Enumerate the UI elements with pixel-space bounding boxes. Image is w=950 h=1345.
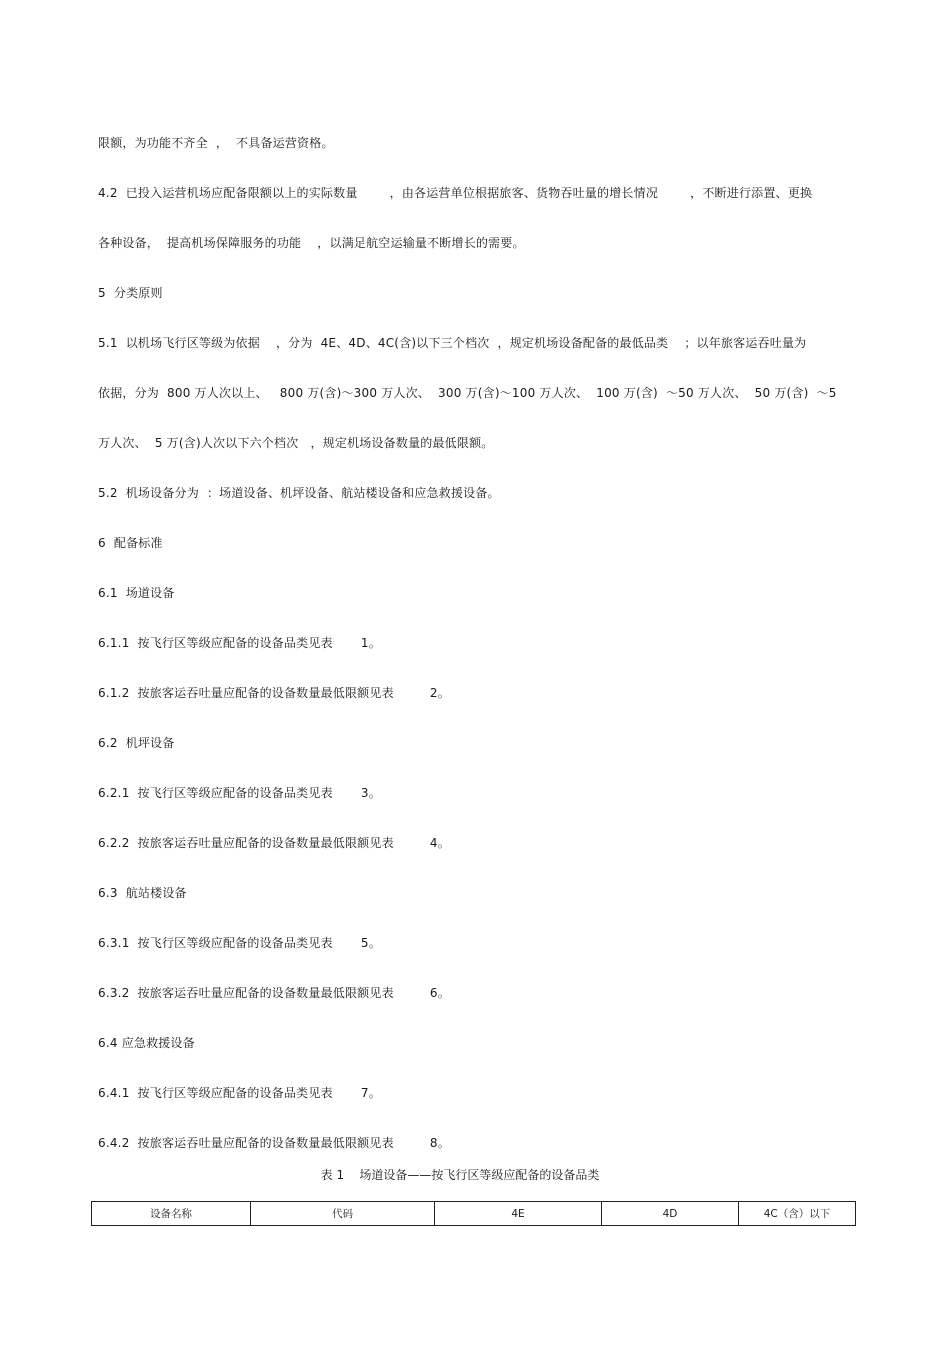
section-heading-6: 6 配备标准 (98, 536, 163, 550)
section-heading-5: 5 分类原则 (98, 286, 163, 300)
text-line-5-1-part2: 依据，分为 800 万人次以上、 800 万(含)～300 万人次、 300 万(含)～100 万人次、 100 万(含) ～50 万人次、 50 万(含) ～5 (98, 386, 837, 400)
header-4e: 4E (435, 1202, 602, 1226)
header-4c-and-below: 4C（含）以下 (739, 1202, 856, 1226)
text-line-6-2-2: 6.2.2 按旅客运吞吐量应配备的设备数量最低限额见表 4。 (98, 836, 450, 850)
header-equipment-name: 设备名称 (92, 1202, 251, 1226)
text-line-5-2: 5.2 机场设备分为 ：场道设备、机坪设备、航站楼设备和应急救援设备。 (98, 486, 500, 500)
text-line-6-1-1: 6.1.1 按飞行区等级应配备的设备品类见表 1。 (98, 636, 381, 650)
text-line-5-1-part1: 5.1 以机场飞行区等级为依据 ，分为 4E、4D、4C(含)以下三个档次 ，规定机场设备配备的最低品类 ；以年旅客运吞吐量为 (98, 336, 807, 350)
text-line-quota-status: 限额，为功能不齐全 ， 不具备运营资格。 (98, 136, 334, 150)
text-line-6-3-1: 6.3.1 按飞行区等级应配备的设备品类见表 5。 (98, 936, 381, 950)
text-line-6-3-2: 6.3.2 按旅客运吞吐量应配备的设备数量最低限额见表 6。 (98, 986, 450, 1000)
header-4d: 4D (602, 1202, 739, 1226)
subsection-heading-6-3: 6.3 航站楼设备 (98, 886, 187, 900)
subsection-heading-6-1: 6.1 场道设备 (98, 586, 175, 600)
text-line-6-4-1: 6.4.1 按飞行区等级应配备的设备品类见表 7。 (98, 1086, 381, 1100)
subsection-heading-6-2: 6.2 机坪设备 (98, 736, 175, 750)
text-line-6-4-2: 6.4.2 按旅客运吞吐量应配备的设备数量最低限额见表 8。 (98, 1136, 450, 1150)
text-line-6-2-1: 6.2.1 按飞行区等级应配备的设备品类见表 3。 (98, 786, 381, 800)
text-line-4-2-part2: 各种设备， 提高机场保障服务的功能 ，以满足航空运输量不断增长的需要。 (98, 236, 525, 250)
table-1 (91, 1201, 856, 1226)
text-line-6-1-2: 6.1.2 按旅客运吞吐量应配备的设备数量最低限额见表 2。 (98, 686, 450, 700)
header-code: 代码 (251, 1202, 435, 1226)
table-header-row (92, 1202, 856, 1226)
text-line-5-1-part3: 万人次、 5 万(含)人次以下六个档次 ，规定机场设备数量的最低限额。 (98, 436, 494, 450)
table-1-caption: 表 1 场道设备——按飞行区等级应配备的设备品类 (320, 1168, 600, 1182)
subsection-heading-6-4: 6.4 应急救援设备 (98, 1036, 195, 1050)
text-line-4-2-part1: 4.2 已投入运营机场应配备限额以上的实际数量 ，由各运营单位根据旅客、货物吞吐量的增长情况 ，不断进行添置、更换 (98, 186, 813, 200)
